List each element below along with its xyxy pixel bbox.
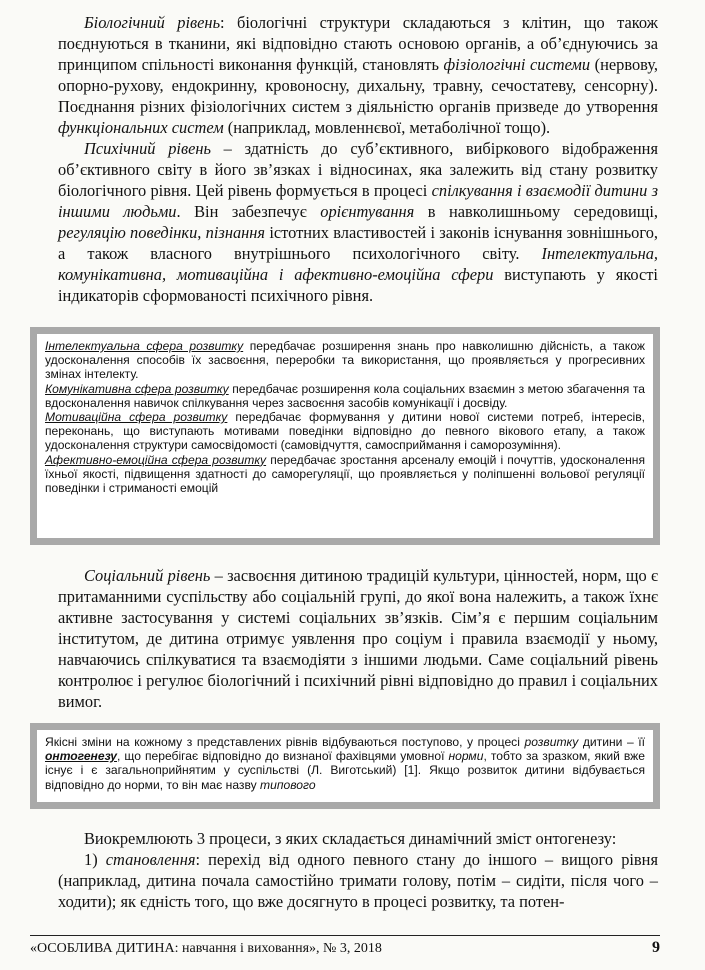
journal-title: «ОСОБЛИВА ДИТИНА: навчання і виховання», № 3, 2018 xyxy=(30,941,382,956)
sphere-intellectual: Інтелектуальна сфера розвитку передбачає розширення знань про навколишню дійсність, а також удосконалення способів їх засвоєння, переробки та використання, що проявляється у прогресивних змінах інтелекту. xyxy=(45,339,645,382)
spheres-box-text xyxy=(45,339,645,495)
paragraph-psychic: Психічний рівень – здатність до суб’єктивного, вибіркового відображення об’єктивного світу в його зв’язках і відносинах, яка залежить від стану розвитку біологічного рівня. Цей рівень формується в процесі спілкування і взаємодії дитини з іншими людьми. Він забезпечує орієнтування в навколишньому середовищі, регуляцію поведінки, пізнання істотних властивостей і законів існування зовнішнього, а також власного внутрішнього психологічного світу. Інтелектуальна, комунікативна, мотиваційна і афективно-емоційна сфери виступають у якості індикаторів сформованості психічного рівня. xyxy=(58,139,658,305)
sphere-affective: Афективно-емоційна сфера розвитку передбачає зростання арсеналу емоцій і почуттів, удосконалення їхньої якості, підвищення здатності до саморегуляції, що проявляється у поліпшенні вольової регуляції поведінки і стриманості емоцій xyxy=(45,452,645,496)
paragraph-biological: Біологічний рівень: біологічні структури складаються з клітин, що також поєднуються в тканини, які відповідно стають основою органів, а об’єднуючись за принципом спільності виконання функцій, становлять фізіологічні системи (нервову, опорно-рухову, ендокринну, кровоносну, дихальну, травну, сечостатеву, сенсорну). Поєднання різних фізіологічних систем з діяльністю органів призведе до утворення функціональних систем (наприклад, мовленнєвої, метаболічної тощо). xyxy=(58,13,658,137)
ontogenesis-box-text: Якісні зміни на кожному з представлених рівнів відбуваються поступово, у процесі розвитку дитини – її онтогенезу, що перебігає відповідно до визнаної фахівцями умовної норми, тобто за зразком, який вже існує і є загальноприйнятим у суспільстві (Л. Виготський) [1]. Якщо розвиток дитини відбувається відповідно до норми, то він має назву типового xyxy=(45,735,645,792)
page-footer xyxy=(30,935,660,957)
bottom-text xyxy=(58,828,658,912)
page-number: 9 xyxy=(652,939,660,956)
middle-text xyxy=(58,565,658,712)
spheres-box xyxy=(30,327,660,545)
sphere-motivational: Мотиваційна сфера розвитку передбачає формування у дитини нової системи потреб, інтересів, переконань, що виступають мотивами поведінки відповідно до певного вікового етапу, а також удосконалення структури самосвідомості (самовідчуття, самосприймання і саморозуміння). xyxy=(45,410,646,453)
paragraph-social: Соціальний рівень – засвоєння дитиною традицій культури, цінностей, норм, що є притаманними суспільству або соціальній групі, до якої вона належить, а також їхнє активне застосування у системі соціальних зв’язків. Сім’я є першим соціальним інститутом, де дитина отримує уявлення про соціум і правила взаємодії у ньому, навчаючись спілкуватися та взаємодіяти з іншими людьми. Саме соціальний рівень контролює і регулює біологічний і психічний рівні відповідно до правил і соціальних вимог. xyxy=(58,566,658,711)
sphere-communicative: Комунікативна сфера розвитку передбачає розширення кола соціальних взаємин з метою збагачення та вдосконалення навичок спілкування через засвоєння засобів комунікації і досвіду. xyxy=(45,381,646,410)
paragraph-becoming: 1) становлення: перехід від одного певного стану до іншого – вищого рівня (наприклад, дитина почала самостійно тримати голову, потім – сидіти, після чого – ходити); як єдність того, що вже досягнуто в процесі розвитку, та потен- xyxy=(58,850,658,911)
top-text xyxy=(58,12,658,306)
paragraph-processes: Виокремлюють 3 процеси, з яких складається динамічний зміст онтогенезу: xyxy=(84,829,617,848)
ontogenesis-box xyxy=(30,723,660,809)
